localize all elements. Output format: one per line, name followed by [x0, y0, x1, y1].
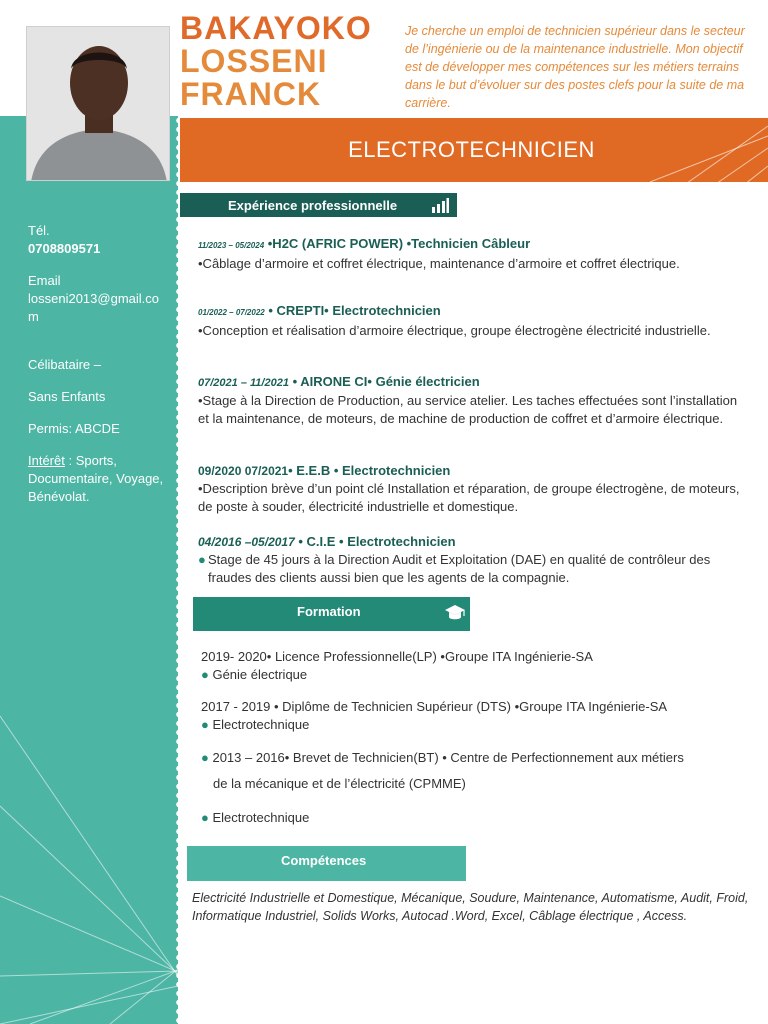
section-experience-header	[180, 193, 457, 217]
name-line-1: BAKAYOKO	[180, 10, 372, 46]
experience-description: •Conception et réalisation d’armoire électrique, groupe électrogène électricité industrielle.	[198, 323, 711, 338]
experience-date: 09/2020 07/2021	[198, 464, 289, 478]
formation-field: Génie électrique	[212, 667, 308, 682]
formation-degree: 2017 - 2019 • Diplôme de Technicien Supérieur (DTS) •Groupe ITA Ingénierie-SA	[201, 699, 668, 714]
tel-value: 0708809571	[28, 241, 101, 256]
experience-title: •H2C (AFRIC POWER) •Technicien Câbleur	[264, 236, 531, 251]
bullet-icon: ●	[198, 552, 206, 567]
section-skills-title: Compétences	[281, 853, 367, 868]
experience-date: 07/2021 – 11/2021	[198, 377, 289, 389]
job-title-banner	[180, 118, 768, 182]
experience-title: • CREPTI• Electrotechnicien	[264, 303, 441, 318]
experience-description: Stage de 45 jours à la Direction Audit et Exploitation (DAE) en qualité de contrôleur des fraudes des clients aussi bien que les agents de la compagnie.	[208, 552, 711, 585]
formation-item-1	[201, 648, 746, 684]
experience-description: •Stage à la Direction de Production, au service atelier. Les taches effectuées sont l’installation et la maintenance, de moteurs, de machine de production de coffret et d’armoire électrique.	[198, 393, 738, 426]
children-status: Sans Enfants	[28, 389, 106, 404]
experience-item-2	[198, 302, 743, 340]
dotted-border	[174, 116, 184, 1024]
experience-item-5	[198, 533, 743, 587]
formation-institution: de la mécanique et de l’électricité (CPMME)	[213, 776, 466, 791]
section-experience-title: Expérience professionnelle	[228, 197, 398, 213]
formation-item-3	[201, 749, 746, 827]
formation-field: Electrotechnique	[212, 810, 310, 825]
experience-item-3	[198, 373, 743, 428]
experience-title: • C.I.E • Electrotechnicien	[294, 534, 456, 549]
email-label: Email	[28, 273, 61, 288]
experience-title: • AIRONE CI• Génie électricien	[288, 374, 480, 389]
experience-date: 04/2016 –05/2017	[198, 535, 295, 549]
experience-description: •Câblage d’armoire et coffret électrique, maintenance d’armoire et coffret électrique.	[198, 256, 680, 271]
profile-photo	[26, 26, 170, 181]
marital-status: Célibataire –	[28, 357, 101, 372]
experience-description-row	[198, 551, 743, 587]
full-name	[180, 12, 372, 111]
job-title: ELECTROTECHNICIEN	[348, 137, 595, 162]
tel-label: Tél.	[28, 223, 50, 238]
skills-list: Electricité Industrielle et Domestique, Mécanique, Soudure, Maintenance, Automatisme, Audit, Froid, Informatique Industriel, Solids Works, Autocad .Word, Excel, Câblage électrique , Access.	[192, 891, 749, 923]
bullet-icon: ●	[201, 750, 213, 765]
formation-item-2	[201, 698, 746, 734]
experience-description: •Description brève d’un point clé Installation et réparation, de groupe électrogène, de moteurs, de poste à souder, électricité industrielle et domestique.	[198, 481, 740, 514]
formation-field: Electrotechnique	[212, 717, 310, 732]
name-line-2: LOSSENI	[180, 43, 328, 79]
section-skills-header	[187, 846, 466, 881]
bullet-icon: ●	[201, 667, 213, 682]
name-line-3: FRANCK	[180, 76, 322, 112]
contact-info	[28, 222, 168, 520]
formation-degree: 2013 – 2016• Brevet de Technicien(BT) • Centre de Perfectionnement aux métiers	[212, 750, 684, 765]
interests	[28, 452, 168, 506]
formation-degree: 2019- 2020• Licence Professionnelle(LP) •Groupe ITA Ingénierie-SA	[201, 649, 593, 664]
email-value: losseni2013@gmail.com	[28, 291, 159, 324]
section-formation-title: Formation	[297, 604, 361, 619]
section-formation-header	[193, 597, 470, 631]
interests-value: : Sports, Documentaire, Voyage, Bénévolat.	[28, 453, 164, 504]
experience-item-1	[198, 235, 743, 273]
experience-title: • E.E.B • Electrotechnicien	[288, 463, 451, 478]
interests-label: Intérêt	[28, 453, 65, 468]
career-objective: Je cherche un emploi de technicien supérieur dans le secteur de l’ingénierie ou de la maintenance industrielle. Mon objectif est de développer mes compétences sur les métiers terrains dans le but d’évoluer sur des postes clefs pour la suite de ma carrière.	[405, 24, 745, 110]
bullet-icon: ●	[201, 810, 213, 825]
bar-chart-icon	[431, 197, 449, 213]
driving-license: Permis: ABCDE	[28, 421, 120, 436]
person-silhouette-icon	[27, 27, 170, 181]
experience-item-4	[198, 462, 743, 516]
experience-date: 11/2023 – 05/2024	[198, 241, 265, 250]
bullet-icon: ●	[201, 717, 213, 732]
experience-date: 01/2022 – 07/2022	[198, 308, 265, 317]
graduation-cap-icon	[444, 603, 466, 623]
